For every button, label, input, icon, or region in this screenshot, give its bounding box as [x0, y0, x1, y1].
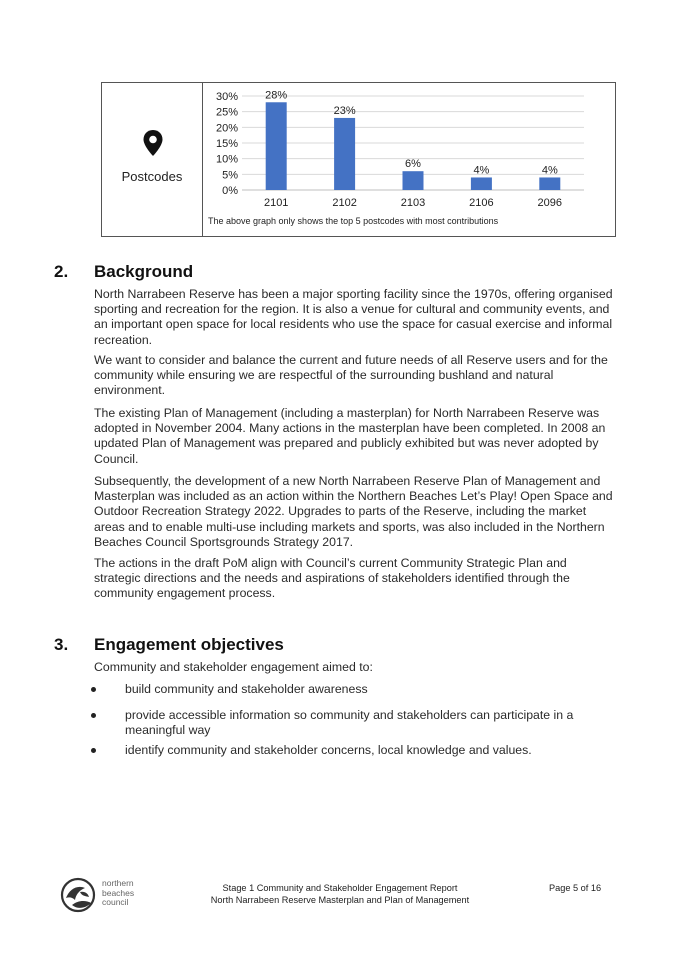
- bullet-icon: [91, 713, 96, 718]
- data-label: 23%: [333, 104, 356, 117]
- data-label: 28%: [265, 89, 288, 102]
- postcodes-label: Postcodes: [121, 169, 183, 184]
- y-tick-label: 5%: [222, 169, 238, 182]
- data-label: 4%: [541, 164, 558, 177]
- background-paragraph-1: North Narrabeen Reserve has been a major sporting facility since the 1970s, offering organised sporting and recreation for the region. It is also a venue for cultural and community events, and an important open space for local residents who use the space for casual exercise and informal recreation.: [94, 287, 613, 347]
- postcode-label-cell: [102, 83, 203, 236]
- y-tick-label: 20%: [215, 122, 238, 135]
- bar: [334, 118, 355, 190]
- x-tick-label: 2106: [469, 197, 494, 209]
- logo-line: northern: [102, 878, 134, 888]
- data-label: 6%: [405, 158, 421, 171]
- section-title: Engagement objectives: [94, 635, 284, 654]
- x-tick-label: 2096: [537, 197, 563, 209]
- footer-line-1: Stage 1 Community and Stakeholder Engagement Report: [222, 883, 458, 893]
- section-number: 2.: [54, 262, 69, 281]
- y-tick-label: 10%: [215, 153, 238, 166]
- section-number: 3.: [54, 635, 69, 654]
- postcode-bar-chart: [203, 83, 615, 213]
- x-tick-label: 2101: [263, 197, 289, 209]
- list-item-text: identify community and stakeholder concerns, local knowledge and values.: [125, 743, 532, 757]
- postcode-chart-box: [101, 82, 616, 237]
- x-tick-label: 2102: [332, 197, 357, 209]
- y-tick-label: 30%: [215, 91, 238, 103]
- logo-wordmark: [102, 879, 134, 908]
- chart-note: The above graph only shows the top 5 postcodes with most contributions: [208, 216, 499, 226]
- list-item-text: build community and stakeholder awareness: [125, 682, 368, 696]
- list-item-text: provide accessible information so community and stakeholders can participate in a meaningful way: [125, 708, 574, 738]
- bar: [539, 177, 560, 190]
- footer-line-2: North Narrabeen Reserve Masterplan and Plan of Management: [210, 894, 470, 905]
- northern-beaches-council-logo: [58, 876, 98, 914]
- bar: [266, 102, 287, 190]
- background-paragraph-2: We want to consider and balance the current and future needs of all Reserve users and for the community while ensuring we are respectful of the surrounding bushland and natural environment.: [94, 353, 608, 398]
- bar: [471, 177, 492, 190]
- background-paragraph-4: Subsequently, the development of a new North Narrabeen Reserve Plan of Management and Masterplan was included as an action within the Northern Beaches Let’s Play! Open Space and Outdoor Recreation Strategy 2022. Upgrades to parts of the Reserve, including the market areas and to enable multi-use including markets and sports, was also included in the Northern Beaches Council Sportsgrounds Strategy 2017.: [94, 474, 613, 549]
- map-pin-icon: [142, 129, 164, 157]
- background-paragraph-3: The existing Plan of Management (including a masterplan) for North Narrabeen Reserve was adopted in November 2004. Many actions in the masterplan have been completed. In 2008 an updated Plan of Management was prepared and publicly exhibited but was never adopted by Council.: [94, 406, 606, 466]
- x-tick-label: 2103: [400, 197, 426, 209]
- logo-line: beaches: [102, 887, 135, 898]
- background-paragraph-5: The actions in the draft PoM align with Council’s current Community Strategic Plan and strategic directions and the needs and aspirations of stakeholders identified through the community engagement process.: [94, 556, 570, 601]
- bar: [403, 171, 424, 190]
- section-title: Background: [94, 262, 194, 281]
- engagement-intro: Community and stakeholder engagement aimed to:: [94, 660, 373, 674]
- bullet-icon: [91, 687, 96, 692]
- y-tick-label: 0%: [222, 185, 238, 197]
- logo-line: council: [102, 897, 129, 907]
- y-tick-label: 15%: [215, 138, 238, 150]
- footer-title: [205, 883, 475, 906]
- page-number: Page 5 of 16: [549, 883, 602, 893]
- y-tick-label: 25%: [215, 106, 238, 119]
- data-label: 4%: [473, 164, 490, 177]
- bullet-icon: [91, 748, 96, 753]
